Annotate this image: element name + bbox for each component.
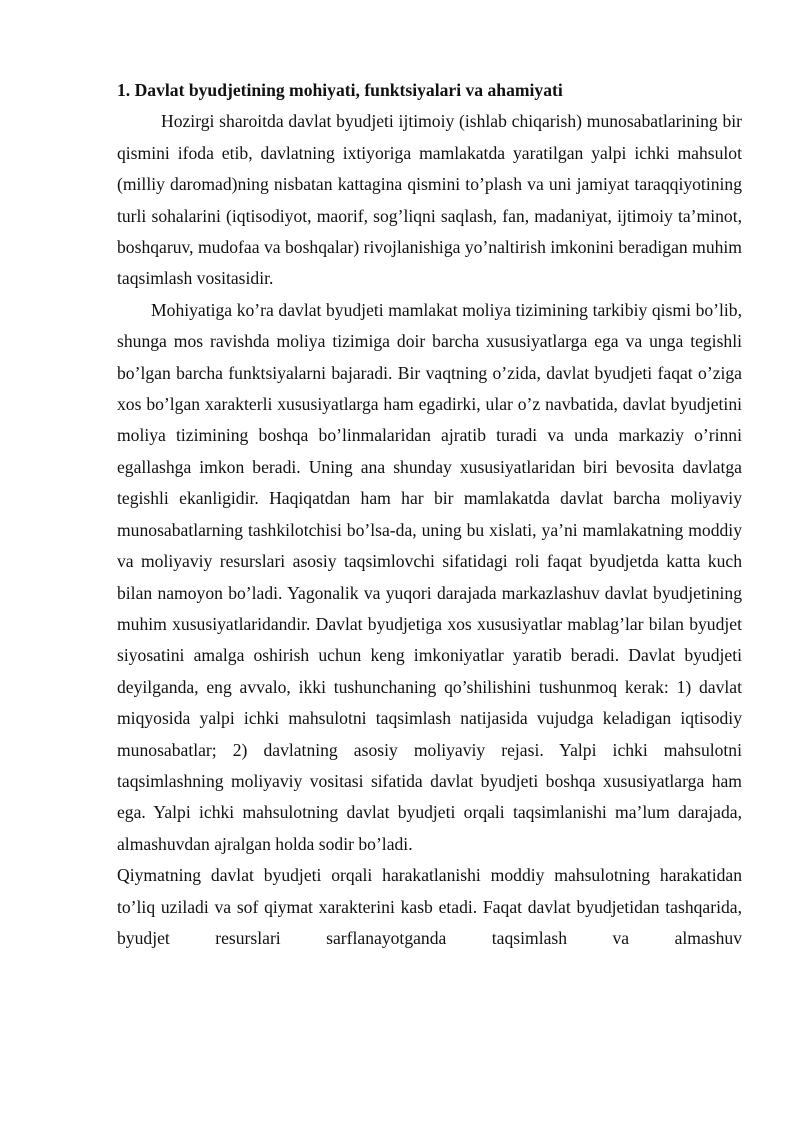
section-heading: 1. Davlat byudjetining mohiyati, funktsiyalari va ahamiyati: [117, 80, 563, 100]
document-page: [117, 75, 742, 954]
paragraph-2: Mohiyatiga ko’ra davlat byudjeti mamlakat moliya tizimining tarkibiy qismi bo’lib, shunga mos ravishda moliya tizimiga doir barcha xususiyatlarga ega va unga tegishli bo’lgan barcha funktsiyalarni bajaradi. Bir vaqtning o’zida, davlat byudjeti faqat o’ziga xos bo’lgan xarakterli xususiyatlarga ham egadirki, ular o’z navbatida, davlat byudjetini moliya tizimining boshqa bo’linmalaridan ajratib turadi va unda markaziy o’rinni egallashga imkon beradi. Uning ana shunday xususiyatlaridan biri bevosita davlatga tegishli ekanligidir. Haqiqatdan ham har bir mamlakatda davlat barcha moliyaviy munosabatlarning tashkilotchisi bo’lsa-da, uning bu xislati, ya’ni mamlakatning moddiy va moliyaviy resurslari asosiy taqsimlovchi sifatidagi roli faqat byudjetda katta kuch bilan namoyon bo’ladi. Yagonalik va yuqori darajada markazlashuv davlat byudjetining muhim xususiyatlaridandir. Davlat byudjetiga xos xususiyatlar mablag’lar bilan byudjet siyosatini amalga oshirish uchun keng imkoniyatlar yaratib beradi. Davlat byudjeti deyilganda, eng avvalo, ikki tushunchaning qo’shilishini tushunmoq kerak: 1) davlat miqyosida yalpi ichki mahsulotni taqsimlash natijasida vujudga keladigan iqtisodiy munosabatlar; 2) davlatning asosiy moliyaviy rejasi. Yalpi ichki mahsulotni taqsimlashning moliyaviy vositasi sifatida davlat byudjeti boshqa xususiyatlarga ham ega. Yalpi ichki mahsulotning davlat byudjeti orqali taqsimlanishi ma’lum darajada, almashuvdan ajralgan holda sodir bo’ladi.: [117, 299, 742, 854]
paragraph-1: Hozirgi sharoitda davlat byudjeti ijtimoiy (ishlab chiqarish) munosabatlarining bir qismini ifoda etib, davlatning ixtiyoriga mamlakatda yaratilgan yalpi ichki mahsulot (milliy daromad)ning nisbatan kattagina qismini to’plash va uni jamiyat taraqqiyotining turli sohalarini (iqtisodiyot, maorif, sog’liqni saqlash, fan, madaniyat, ijtimoiy ta’minot, boshqaruv, mudofaa va boshqalar) rivojlanishiga yo’naltirish imkonini beradigan muhim taqsimlash vositasidir.: [117, 111, 742, 289]
paragraph-3: Qiymatning davlat byudjeti orqali harakatlanishi moddiy mahsulotning harakatidan to’liq uziladi va sof qiymat xarakterini kasb etadi. Faqat davlat byudjetidan tashqarida, byudjet resurslari sarflanayotganda taqsimlash va almashuv: [117, 865, 742, 948]
